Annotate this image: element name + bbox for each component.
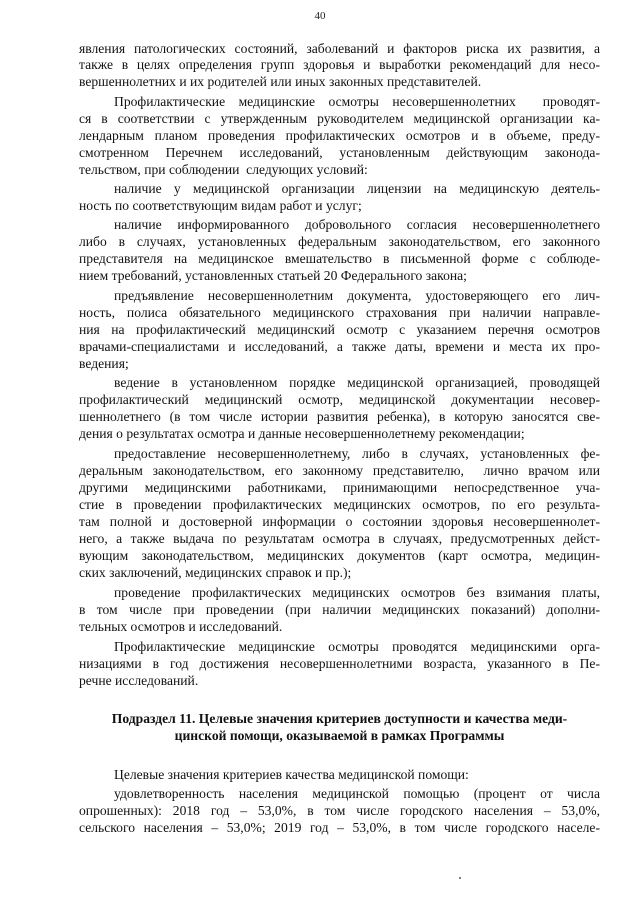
text-line: ность, полиса обязательного медицинского страхования при наличии направле- xyxy=(79,305,600,320)
text-line: Целевые значения критериев качества медицинской помощи: xyxy=(114,767,469,782)
text-line: представителя на медицинское вмешательство в письменной форме с соблюде- xyxy=(79,251,600,266)
page-number: 40 xyxy=(314,10,326,22)
text-line: ся в соответствии с утвержденным руководителем медицинской организации ка- xyxy=(79,111,600,126)
text-line: сельского населения – 53,0%; 2019 год – 53,0%, в том числе городского населе- xyxy=(79,820,600,835)
text-line: низациями в год достижения несовершеннолетними возраста, указанного в Пе- xyxy=(79,656,600,671)
text-line: другими медицинскими работниками, принимающими непосредственное уча- xyxy=(79,480,600,495)
text-line: профилактический медицинский осмотр, медицинской документации несовер- xyxy=(79,392,600,407)
text-line: тельных осмотров и исследований. xyxy=(79,619,283,634)
text-line: там полной и достоверной информации о состоянии здоровья несовершеннолет- xyxy=(79,514,600,529)
section-heading-line: Подраздел 11. Целевые значения критериев доступности и качества меди- xyxy=(111,711,568,726)
text-line: наличие у медицинской организации лицензии на медицинскую деятель- xyxy=(114,181,600,196)
text-line: наличие информированного добровольного согласия несовершеннолетнего xyxy=(114,217,600,232)
text-line: Профилактические медицинские осмотры проводятся медицинскими орга- xyxy=(114,639,600,654)
text-line: удовлетворенность населения медицинской помощью (процент от числа xyxy=(114,786,600,801)
text-line: речне исследований. xyxy=(79,673,199,688)
text-line: вующим законодательством, медицинских документов (карт осмотра, медицин- xyxy=(79,548,600,563)
text-line: ния на профилактический медицинский осмотр с указанием перечня осмотров xyxy=(79,322,600,337)
text-line: деральным законодательством, его законному представителю, лично врачом или xyxy=(79,463,600,478)
text-line: ских заключений, медицинских справок и пр.); xyxy=(79,565,352,580)
text-line: предоставление несовершеннолетнему, либо в случаях, установленных фе- xyxy=(114,446,600,461)
text-line: ведения; xyxy=(79,356,129,371)
text-line: явления патологических состояний, заболеваний и факторов риска их развития, а xyxy=(79,41,600,56)
text-line: стие в проведении профилактических медицинских осмотров, по его результа- xyxy=(79,497,600,512)
text-line: шеннолетнего (в том числе истории развития ребенка), в которую заносятся све- xyxy=(79,409,600,424)
text-line: нием требований, установленных статьей 20 Федерального закона; xyxy=(79,268,467,283)
text-line: опрошенных): 2018 год – 53,0%, в том числе городского населения – 53,0%, xyxy=(79,803,600,818)
text-line: вершеннолетних и их родителей или иных законных представителей. xyxy=(79,74,482,89)
text-line: него, а также выдача по результатам осмотра в случаях, предусмотренных дейст- xyxy=(79,531,600,546)
text-line: врачами-специалистами и исследований, а также даты, времени и места их про- xyxy=(79,339,600,354)
section-heading-line: цинской помощи, оказываемой в рамках Программы xyxy=(174,728,505,743)
text-line: тельством, при соблюдении следующих условий: xyxy=(79,162,368,177)
scan-speck xyxy=(459,877,461,879)
text-line: предъявление несовершеннолетним документа, удостоверяющего его лич- xyxy=(114,288,600,303)
text-line: также в целях определения групп здоровья и выработки рекомендаций для несо- xyxy=(79,57,600,72)
text-line: в том числе при проведении (при наличии медицинских показаний) дополни- xyxy=(79,602,600,617)
text-line: лендарным планом проведения профилактических осмотров и в объеме, преду- xyxy=(79,128,600,143)
text-line: дения о результатах осмотра и данные несовершеннолетнему рекомендации; xyxy=(79,426,525,441)
text-line: либо в случаях, установленных федеральным законодательством, его законного xyxy=(79,234,600,249)
text-line: ность по соответствующим видам работ и услуг; xyxy=(79,198,362,213)
text-line: Профилактические медицинские осмотры несовершеннолетних проводят- xyxy=(114,94,600,109)
text-line: смотренном Перечнем исследований, установленным действующим законода- xyxy=(79,145,600,160)
text-line: ведение в установленном порядке медицинской организацией, проводящей xyxy=(114,375,600,390)
text-line: проведение профилактических медицинских осмотров без взимания платы, xyxy=(114,585,600,600)
